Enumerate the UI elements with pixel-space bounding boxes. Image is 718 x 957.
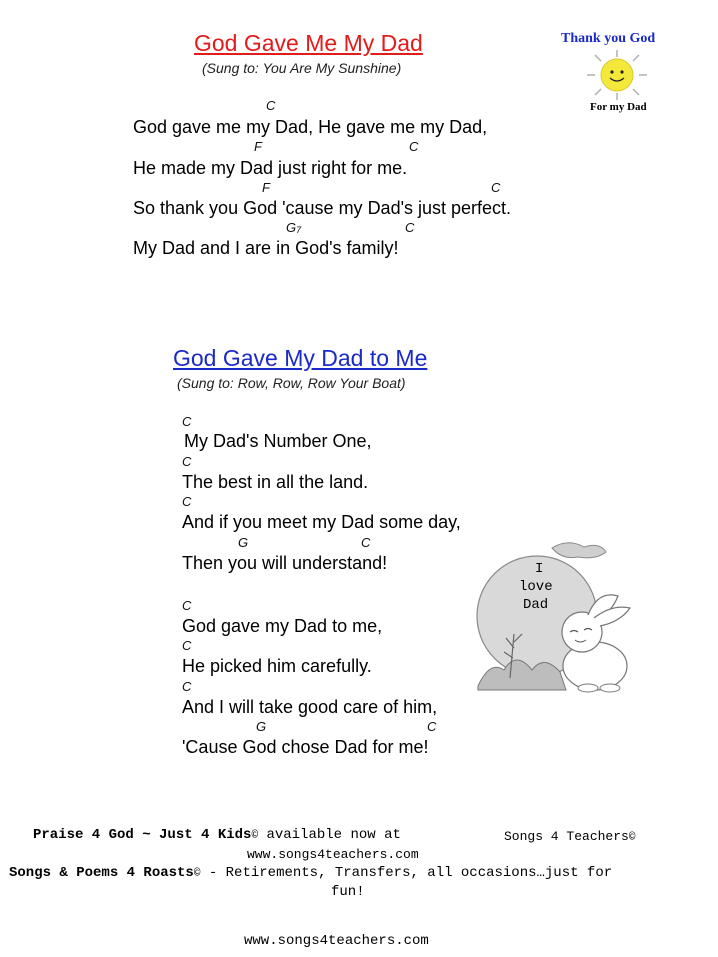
chord: C	[266, 98, 276, 113]
sun-clipart	[583, 49, 651, 101]
song2-subtitle: (Sung to: Row, Row, Row Your Boat)	[177, 375, 406, 391]
song2-title: God Gave My Dad to Me	[173, 345, 428, 371]
chord: C	[491, 180, 501, 195]
sun-caption-bottom: For my Dad	[590, 101, 647, 113]
copyright-symbol: ©	[193, 868, 201, 880]
footer-line-3	[9, 865, 612, 881]
footer-roasts-text: - Retirements, Transfers, all occasions…just for	[200, 865, 613, 881]
bunny-text-line: love	[519, 579, 553, 595]
lyric-line: My Dad and I are in God's family!	[133, 238, 399, 258]
song1-title: God Gave Me My Dad	[194, 30, 423, 56]
footer-available-text: available now at	[258, 827, 401, 843]
chord: C	[182, 679, 192, 694]
chord: G	[238, 535, 249, 550]
lyric-line: Then you will understand!	[182, 553, 388, 573]
chord: C	[182, 454, 192, 469]
footer-brand-teachers: Songs 4 Teachers	[504, 829, 629, 844]
chord: C	[182, 598, 192, 613]
chord: F	[262, 180, 270, 195]
lyric-line: The best in all the land.	[182, 472, 369, 492]
chord: C	[361, 535, 371, 550]
footer-brand-roasts: Songs & Poems 4 Roasts	[9, 865, 194, 881]
footer-url-bottom[interactable]: www.songs4teachers.com	[244, 933, 429, 949]
copyright-symbol: ©	[251, 830, 259, 842]
cloud-shape	[552, 543, 606, 558]
lyric-line: God gave me my Dad, He gave me my Dad,	[133, 117, 488, 137]
lyric-line: God gave my Dad to me,	[182, 616, 383, 636]
chord: C	[427, 719, 437, 734]
lyric-line: So thank you God 'cause my Dad's just perfect.	[133, 198, 512, 218]
footer-url[interactable]: www.songs4teachers.com	[247, 847, 419, 862]
lyric-line: He made my Dad just right for me.	[133, 158, 408, 178]
bunny-text-line: Dad	[523, 597, 549, 613]
sun-caption-top: Thank you God	[561, 31, 656, 46]
copyright-symbol: ©	[628, 832, 636, 844]
chord: C	[409, 139, 419, 154]
footer-roasts-text-continued: fun!	[331, 884, 365, 900]
chord: C	[405, 220, 415, 235]
chord	[286, 220, 301, 235]
bunny-text-line: I	[535, 561, 544, 577]
chord-root: G	[286, 220, 297, 235]
lyric-line: And I will take good care of him,	[182, 697, 438, 717]
footer-line-1	[33, 827, 401, 843]
bunny-clipart	[470, 538, 640, 694]
lyric-line: And if you meet my Dad some day,	[182, 512, 461, 532]
lyric-line: He picked him carefully.	[182, 656, 372, 676]
sun-face	[601, 59, 633, 91]
footer-songs4teachers	[504, 829, 635, 844]
chord: C	[182, 638, 192, 653]
chord: C	[182, 414, 192, 429]
chord: G	[256, 719, 267, 734]
song1-subtitle: (Sung to: You Are My Sunshine)	[202, 60, 402, 76]
chord-extension: 7	[296, 225, 302, 235]
chord: F	[254, 139, 262, 154]
chord: C	[182, 494, 192, 509]
footer-brand-praise: Praise 4 God ~ Just 4 Kids	[33, 827, 252, 843]
lyric-line: My Dad's Number One,	[184, 431, 372, 451]
lyric-line: 'Cause God chose Dad for me!	[182, 737, 429, 757]
